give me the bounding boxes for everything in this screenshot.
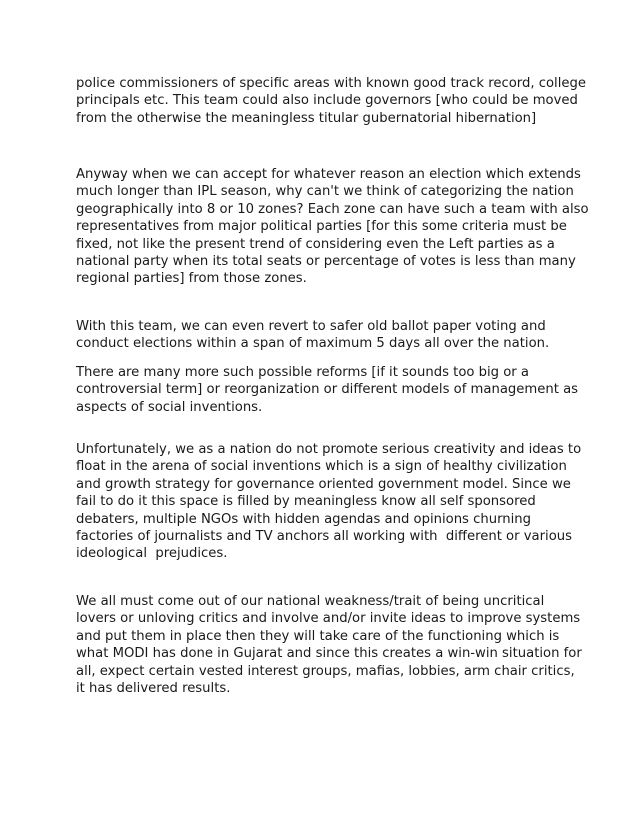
text-line: all, expect certain vested interest groups, mafias, lobbies, arm chair critics, [76, 663, 575, 679]
text-line: national party when its total seats or percentage of votes is less than many [76, 254, 576, 270]
text-line: regional parties] from those zones. [76, 271, 307, 287]
paragraph-ballot-paper [76, 318, 576, 353]
text-line: aspects of social inventions. [76, 399, 263, 415]
text-line: Unfortunately, we as a nation do not promote serious creativity and ideas to [76, 442, 582, 457]
text-line: geographically into 8 or 10 zones? Each zone can have such a team with also [76, 201, 589, 217]
text-line: There are many more such possible reforms [if it sounds too big or a [76, 365, 530, 380]
paragraph-governors [76, 75, 586, 127]
text-line: what MODI has done in Gujarat and since this creates a win-win situation for [76, 646, 582, 662]
text-line: from the otherwise the meaningless titular gubernatorial hibernation] [76, 110, 537, 126]
text-line: lovers or unloving critics and involve and/or invite ideas to improve systems [76, 611, 581, 627]
text-line: and growth strategy for governance oriented government model. Since we [76, 476, 571, 492]
text-line: police commissioners of specific areas with known good track record, college [76, 76, 586, 91]
text-line: Anyway when we can accept for whatever reason an election which extends [76, 167, 581, 182]
paragraph-zones [76, 166, 589, 288]
text-line: factories of journalists and TV anchors all working with different or various [76, 529, 573, 545]
text-line: conduct elections within a span of maximum 5 days all over the nation. [76, 336, 550, 352]
text-line: principals etc. This team could also include governors [who could be moved [76, 93, 578, 109]
text-line: representatives from major political parties [for this some criteria must be [76, 219, 567, 235]
text-line: ideological prejudices. [76, 546, 228, 562]
text-line: fixed, not like the present trend of considering even the Left parties as a [76, 236, 555, 252]
text-line: controversial term] or reorganization or different models of management as [76, 382, 579, 398]
paragraph-creativity [76, 441, 582, 563]
text-line: With this team, we can even revert to safer old ballot paper voting and [76, 319, 546, 334]
paragraph-conclusion [76, 593, 582, 697]
paragraph-reforms [76, 364, 579, 416]
text-line: it has delivered results. [76, 681, 231, 697]
text-line: much longer than IPL season, why can't we think of categorizing the nation [76, 184, 574, 200]
text-line: and put them in place then they will take care of the functioning which is [76, 628, 560, 644]
text-line: float in the arena of social inventions which is a sign of healthy civilization [76, 459, 567, 475]
text-line: We all must come out of our national weakness/trait of being uncritical [76, 594, 545, 609]
text-line: debaters, multiple NGOs with hidden agendas and opinions churning [76, 511, 532, 527]
text-line: fail to do it this space is filled by meaningless know all self sponsored [76, 494, 536, 510]
